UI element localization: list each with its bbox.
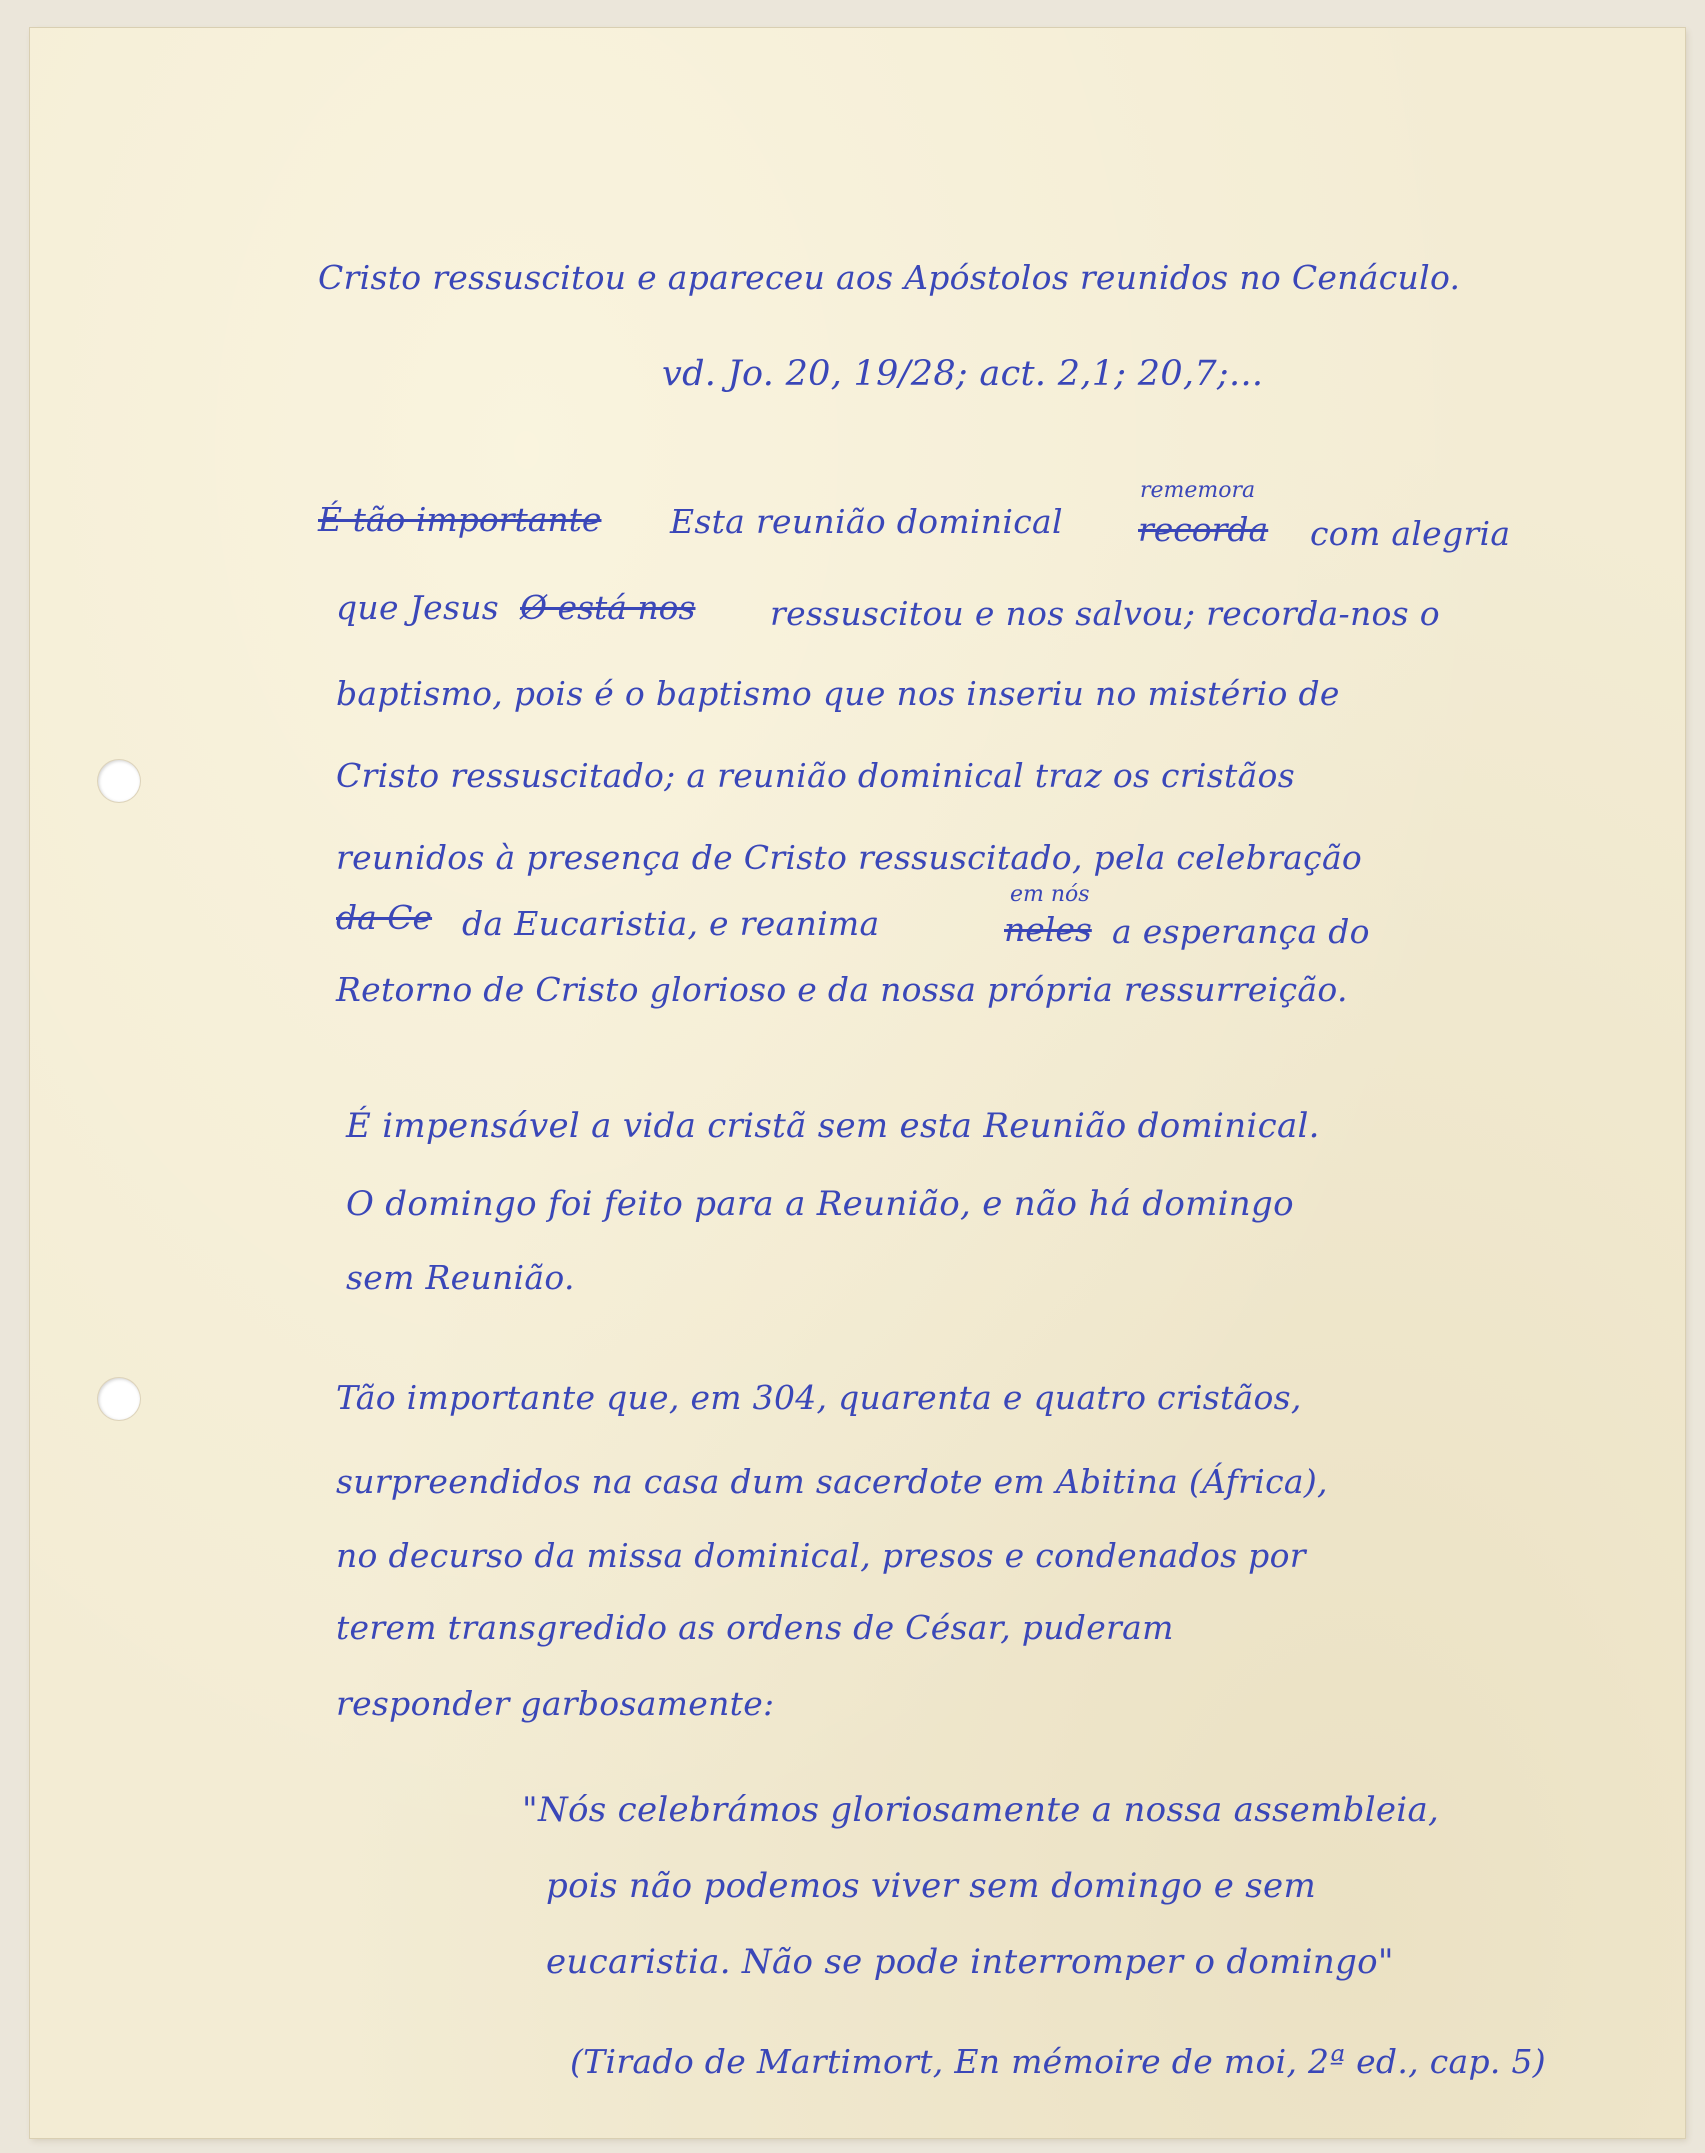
insert-rememora: rememora <box>1140 478 1256 503</box>
paragraph-1-line-6: da Eucaristia, e reanima <box>462 904 880 943</box>
paragraph-1-line-1: Esta reunião dominical <box>670 502 1063 541</box>
struck-text-esta-nos: Ø está nos <box>520 588 696 627</box>
paragraph-2-line-1: É impensável a vida cristã sem esta Reunião dominical. <box>346 1106 1320 1146</box>
header-line-2: vd. Jo. 20, 19/28; act. 2,1; 20,7;... <box>662 354 1264 394</box>
paragraph-3-line-3: no decurso da missa dominical, presos e condenados por <box>336 1536 1306 1575</box>
paragraph-2-line-3: sem Reunião. <box>346 1258 575 1297</box>
paragraph-1-line-2-start: que Jesus <box>336 588 499 627</box>
paragraph-1-line-4: Cristo ressuscitado; a reunião dominical traz os cristãos <box>336 756 1295 795</box>
paragraph-3-line-5: responder garbosamente: <box>336 1684 775 1723</box>
source-citation: (Tirado de Martimort, En mémoire de moi, 2ª ed., cap. 5) <box>570 2042 1546 2081</box>
paragraph-1-line-3: baptismo, pois é o baptismo que nos inseriu no mistério de <box>336 674 1340 713</box>
header-line-1: Cristo ressuscitou e apareceu aos Apóstolos reunidos no Cenáculo. <box>318 258 1461 297</box>
punch-hole-bottom <box>98 1378 140 1420</box>
quote-line-3: eucaristia. Não se pode interromper o domingo" <box>546 1942 1394 1982</box>
insert-em-nos: em nós <box>1010 882 1090 907</box>
paragraph-1-line-5: reunidos à presença de Cristo ressuscitado, pela celebração <box>336 838 1363 877</box>
paragraph-3-line-4: terem transgredido as ordens de César, puderam <box>336 1608 1174 1647</box>
paragraph-1-line-1-end: com alegria <box>1310 514 1511 553</box>
struck-text-recorda: recorda <box>1138 510 1269 549</box>
quote-line-2: pois não podemos viver sem domingo e sem <box>546 1866 1317 1906</box>
paragraph-3-line-2: surpreendidos na casa dum sacerdote em Abitina (África), <box>336 1462 1328 1501</box>
punch-hole-top <box>98 760 140 802</box>
paragraph-1-line-2-end: ressuscitou e nos salvou; recorda-nos o <box>770 594 1440 633</box>
paragraph-2-line-2: O domingo foi feito para a Reunião, e não há domingo <box>346 1184 1294 1224</box>
struck-text-da-ce: da Ce <box>336 898 433 937</box>
paragraph-1-line-7: Retorno de Cristo glorioso e da nossa própria ressurreição. <box>336 970 1348 1009</box>
paragraph-1-line-6-end: a esperança do <box>1112 912 1370 951</box>
quote-line-1: "Nós celebrámos gloriosamente a nossa assembleia, <box>522 1790 1440 1830</box>
paragraph-3-line-1: Tão importante que, em 304, quarenta e quatro cristãos, <box>336 1378 1302 1417</box>
struck-text-neles: neles <box>1004 910 1092 949</box>
struck-text-e-tao-importante: É tão importante <box>318 500 602 539</box>
